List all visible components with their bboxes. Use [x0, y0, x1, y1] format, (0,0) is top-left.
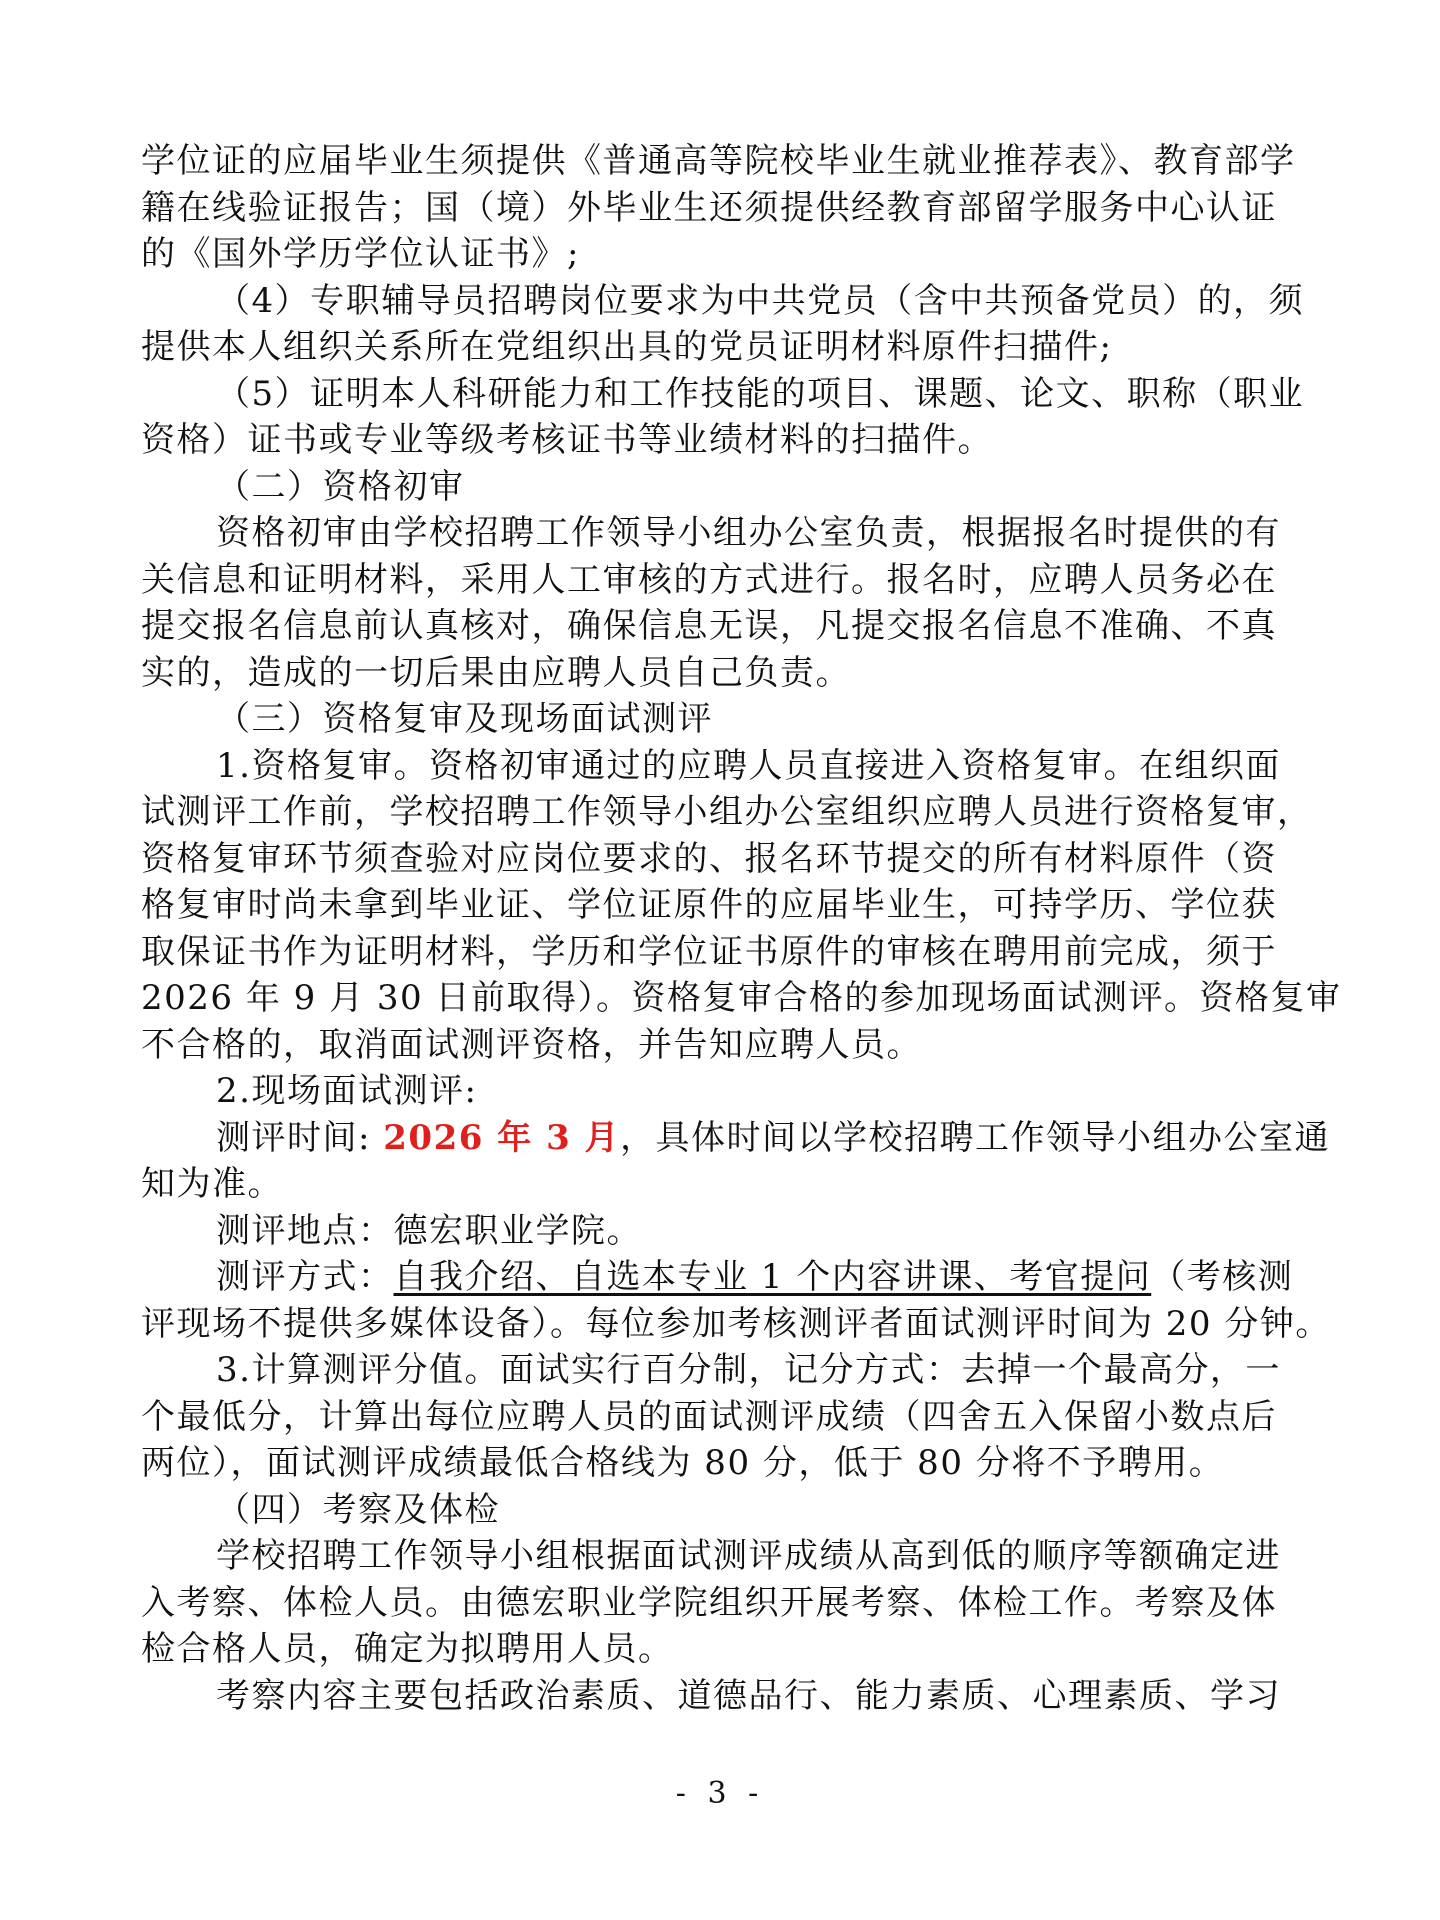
paragraph-line: 评现场不提供多媒体设备）。每位参加考核测评者面试测评时间为 20 分钟。 — [141, 1303, 1331, 1344]
paragraph-line: 考察内容主要包括政治素质、道德品行、能力素质、心理素质、学习 — [216, 1675, 1281, 1716]
paragraph-line: 格复审时尚未拿到毕业证、学位证原件的应届毕业生，可持学历、学位获 — [141, 885, 1277, 925]
paragraph-line: 提供本人组织关系所在党组织出具的党员证明材料原件扫描件; — [141, 327, 1113, 367]
subsection-heading: 2.现场面试测评: — [216, 1071, 478, 1111]
interview-method-underlined: 自我介绍、自选本专业 1 个内容讲课、考官提问 — [393, 1257, 1152, 1297]
paragraph-line: 学校招聘工作领导小组根据面试测评成绩从高到低的顺序等额确定进 — [216, 1536, 1281, 1576]
paragraph-line: 1.资格复审。资格初审通过的应聘人员直接进入资格复审。在组织面 — [216, 745, 1281, 786]
paragraph-line: 学位证的应届毕业生须提供《普通高等院校毕业生就业推荐表》、教育部学 — [141, 141, 1296, 181]
paragraph-line: 资格初审由学校招聘工作领导小组办公室负责，根据报名时提供的有 — [216, 513, 1281, 553]
paragraph-line: 取保证书作为证明材料，学历和学位证书原件的审核在聘用前完成，须于 — [141, 931, 1277, 972]
paragraph-line: 入考察、体检人员。由德宏职业学院组织开展考察、体检工作。考察及体 — [141, 1582, 1277, 1623]
interview-date-highlight: 2026 年 3 月 — [383, 1117, 621, 1158]
item-4-line: （4）专职辅导员招聘岗位要求为中共党员（含中共预备党员）的，须 — [216, 280, 1305, 321]
interview-time-line — [141, 1115, 1331, 1162]
paragraph-line: 关信息和证明材料，采用人工审核的方式进行。报名时，应聘人员务必在 — [141, 559, 1277, 600]
paragraph-line: 3.计算测评分值。面试实行百分制，记分方式：去掉一个最高分，一 — [216, 1350, 1281, 1390]
paragraph-line: 提交报名信息前认真核对，确保信息无误，凡提交报名信息不准确、不真 — [141, 606, 1277, 646]
paragraph-line: 的《国外学历学位认证书》; — [141, 234, 580, 274]
section-heading-4: （四）考察及体检 — [216, 1489, 500, 1530]
interview-time-label: 测评时间: — [216, 1117, 384, 1158]
page-number: - 3 - — [675, 1776, 765, 1811]
section-heading-2: （二）资格初审 — [216, 466, 465, 507]
paragraph-line: 不合格的，取消面试测评资格，并告知应聘人员。 — [141, 1024, 922, 1065]
paragraph-line: 2026 年 9 月 30 日前取得）。资格复审合格的参加现场面试测评。资格复审 — [141, 978, 1342, 1018]
interview-method-note: （考核测 — [1151, 1257, 1294, 1297]
section-heading-3: （三）资格复审及现场面试测评 — [216, 699, 713, 739]
item-5-line: （5）证明本人科研能力和工作技能的项目、课题、论文、职称（职业 — [216, 373, 1305, 414]
paragraph-line: 知为准。 — [141, 1164, 283, 1204]
paragraph-line: 试测评工作前，学校招聘工作领导小组办公室组织应聘人员进行资格复审， — [141, 792, 1313, 832]
paragraph-line: 资格）证书或专业等级考核证书等业绩材料的扫描件。 — [141, 420, 993, 460]
paragraph-line: 检合格人员，确定为拟聘用人员。 — [141, 1629, 674, 1669]
interview-location-line: 测评地点：德宏职业学院。 — [216, 1210, 642, 1251]
interview-method-label: 测评方式： — [216, 1257, 394, 1297]
interview-time-note: ，具体时间以学校招聘工作领导小组办公室通 — [620, 1117, 1331, 1158]
paragraph-line: 资格复审环节须查验对应岗位要求的、报名环节提交的所有材料原件（资 — [141, 838, 1277, 879]
interview-method-line — [141, 1254, 1316, 1301]
body-text — [141, 138, 1342, 1719]
paragraph-line: 两位），面试测评成绩最低合格线为 80 分，低于 80 分将不予聘用。 — [141, 1443, 1225, 1483]
paragraph-line: 个最低分，计算出每位应聘人员的面试测评成绩（四舍五入保留小数点后 — [141, 1396, 1277, 1437]
paragraph-line: 实的，造成的一切后果由应聘人员自己负责。 — [141, 652, 851, 693]
paragraph-line: 籍在线验证报告；国（境）外毕业生还须提供经教育部留学服务中心认证 — [141, 187, 1277, 228]
